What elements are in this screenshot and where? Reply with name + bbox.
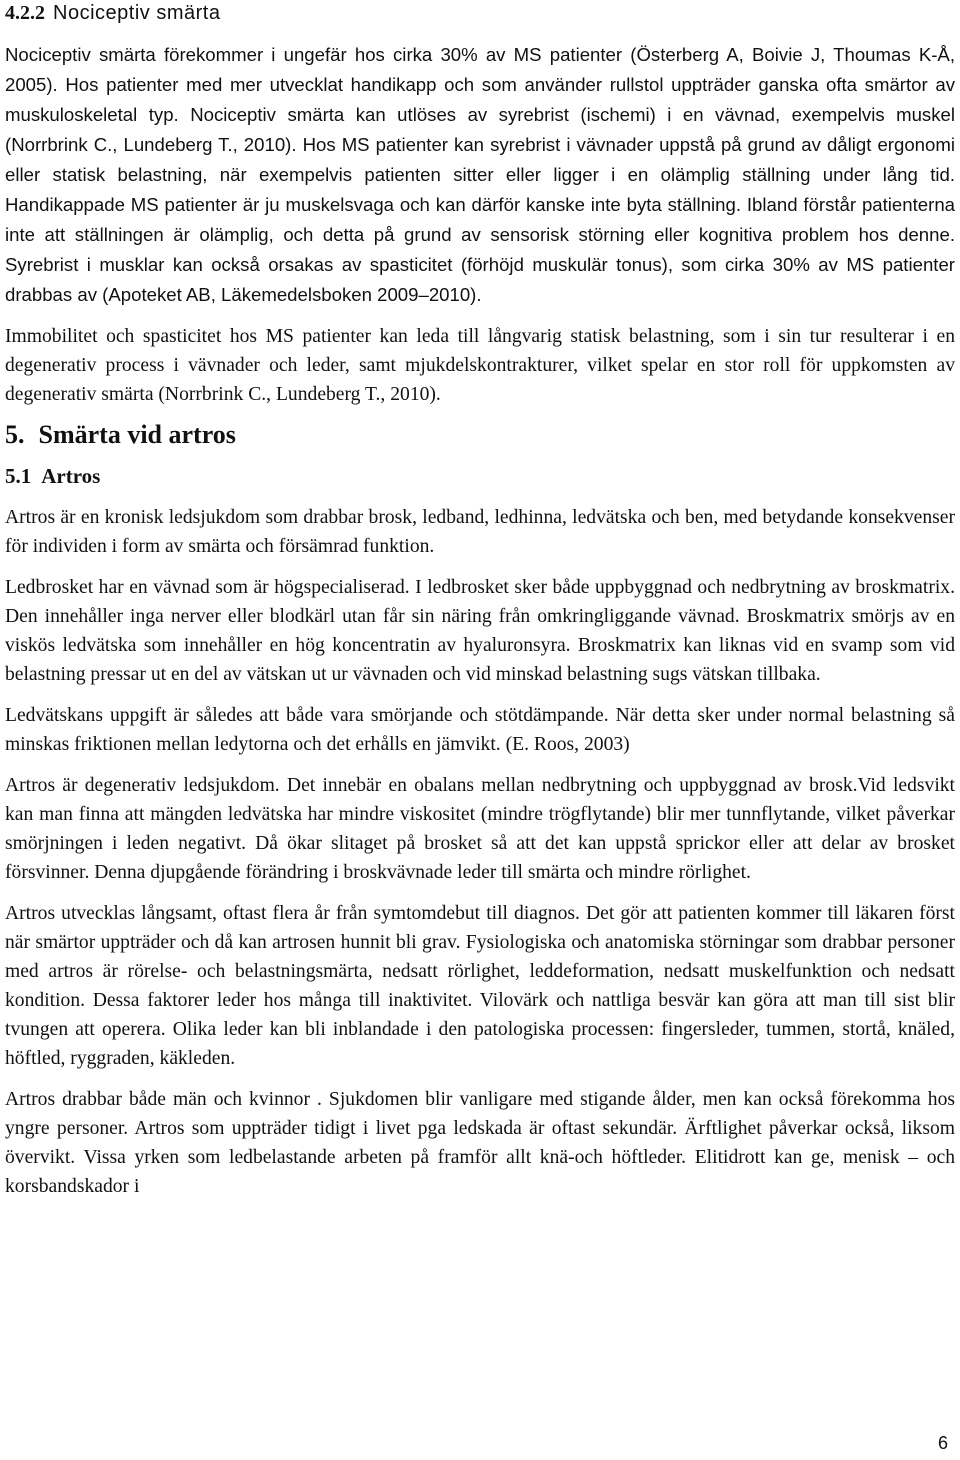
paragraph-nociceptive-intro — [5, 40, 955, 310]
section-heading-5-1 — [5, 461, 955, 491]
chapter-heading-5 — [5, 417, 955, 453]
document-page — [5, 0, 955, 1201]
paragraph-utveckling: Artros utvecklas långsamt, oftast flera år från symtomdebut till diagnos. Det gör att patienten kommer till läkaren först när smärtor uppträder och då kan artrosen hunnit bli grav. Fysiologiska och anatomiska störningar som drabbar personer med artros är rörelse- och belastningsmärta, nedsatt rörlighet, leddeformation, nedsatt muskelfunktion och nedsatt kondition. Dessa faktorer leder hos många till inaktivitet. Vilovärk och nattliga besvär kan göra att man till sist blir tvungen att operera. Olika leder kan bli inblandade i den patologiska processen: fingersleder, tummen, stortå, knäled, höftled, ryggraden, käkleden. — [5, 903, 955, 1069]
paragraph-ledvatska: Ledvätskans uppgift är således att både vara smörjande och stötdämpande. När detta sker under normal belastning så minskas friktionen mellan ledytorna och det erhålls en jämvikt. (E. Roos, 2003) — [5, 705, 955, 755]
paragraph-riskfaktorer: Artros drabbar både män och kvinnor . Sjukdomen blir vanligare med stigande ålder, men kan också förekomma hos yngre personer. Artros som uppträder tidigt i livet pga ledskada är oftast sekundär. Ärftlighet påverkar också, liksom övervikt. Vissa yrken som ledbelastande arbeten på framför allt knä-och höftleder. Elitidrott kan ge, menisk – och korsbandskador i — [5, 1089, 955, 1197]
chapter-title: Smärta vid artros — [38, 420, 236, 449]
section-heading-4-2-2 — [5, 0, 955, 26]
chapter-number: 5. — [5, 420, 25, 449]
paragraph-text-sans: Hos MS patienter kan syrebrist i vävnader uppstå på grund av dåligt ergonomi eller statisk belastning, när exempelvis patienten sitter eller ligger i en olämplig ställning under lång tid. Handikappade MS patienter är ju muskelsvaga och kan därför kanske inte byta ställning. Ibland förstår patienterna inte att ställningen är olämplig, och detta på grund av sensorisk störning eller kognitiva problem hos denne. Syrebrist i musklar kan också orsakas av spasticitet (förhöjd muskulär tonus), som cirka 30% av MS patienter drabbas av (Apoteket AB, Läkemedelsboken 2009‒2010). — [5, 134, 955, 305]
paragraph-text-sans: Nociceptiv smärta förekommer i ungefär hos cirka 30% av MS patienter (Österberg A, Boivie J, Thoumas K-Å, 2005). Hos patienter med mer utvecklat handikapp och som använder rullstol uppträder ganska ofta smärtor av muskuloskeletal typ. — [5, 44, 955, 125]
section-number: 4.2.2 — [5, 2, 45, 24]
section-title: Nociceptiv smärta — [53, 2, 221, 24]
page-number: 6 — [937, 1433, 948, 1453]
paragraph-text-sans: Nociceptiv smärta kan utlöses av syrebrist (ischemi) i en vävnad, exempelvis muskel (Norrbrink C., Lundeberg T., 2010). — [5, 104, 955, 155]
paragraph-immobilitet: Immobilitet och spasticitet hos MS patienter kan leda till långvarig statisk belastning, som i sin tur resulterar i en degenerativ process i vävnader och leder, samt mjukdelskontrakturer, vilket spelar en stor roll för uppkomsten av degenerativ smärta (Norrbrink C., Lundeberg T., 2010). — [5, 326, 955, 405]
paragraph-degenerativ: Artros är degenerativ ledsjukdom. Det innebär en obalans mellan nedbrytning och uppbyggnad av brosk.Vid ledsvikt kan man finna att mängden ledvätska har mindre viskositet (mindre trögflytande) blir mer tunnflytande, vilket påverkar smörjningen i leden negativt. Då ökar slitaget på brosket så att det kan uppstå sprickor eller att delar av brosket försvinner. Denna djupgående förändring i broskvävnade leder till smärta och mindre rörlighet. — [5, 775, 955, 883]
section-number: 5.1 — [5, 464, 32, 488]
paragraph-artros-definition: Artros är en kronisk ledsjukdom som drabbar brosk, ledband, ledhinna, ledvätska och ben, med betydande konsekvenser för individen i form av smärta och försämrad funktion. — [5, 507, 955, 557]
section-title: Artros — [41, 464, 101, 488]
paragraph-ledbrosk: Ledbrosket har en vävnad som är högspecialiserad. I ledbrosket sker både uppbyggnad och nedbrytning av broskmatrix. Den innehåller inga nerver eller blodkärl utan får sin näring från omkringliggande vävnad. Broskmatrix smörjs av en viskös ledvätska som innehåller en hög koncentratin av hyaluronsyra. Broskmatrix kan liknas vid en svamp som vid belastning pressar ut en del av vätskan ut ur vävnaden och vid minskad belastning sugs vätskan tillbaka. — [5, 577, 955, 685]
